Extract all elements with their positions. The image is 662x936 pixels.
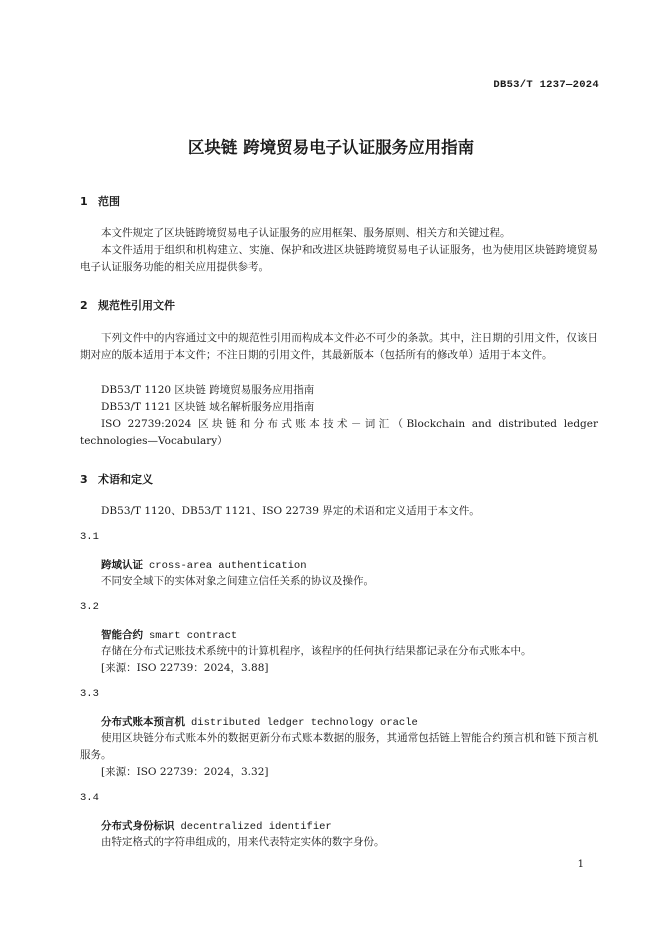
term-en: cross-area authentication — [149, 560, 307, 572]
reference-item: DB53/T 1121 区块链 域名解析服务应用指南 — [101, 401, 315, 413]
section-heading-3 — [80, 471, 153, 487]
term-entry — [101, 557, 307, 572]
paragraph: 下列文件中的内容通过文中的规范性引用而构成本文件必不可少的条款。其中，注日期的引用文件，仅该日期对应的版本适用于本文件；不注日期的引用文件，其最新版本（包括所有的修改单）适用于本文件。 — [80, 332, 598, 361]
term-zh: 分布式身份标识 — [101, 820, 175, 832]
page-number: 1 — [577, 859, 584, 870]
term-zh: 智能合约 — [101, 629, 143, 641]
section-number: 1 — [80, 195, 88, 208]
section-number: 3 — [80, 473, 88, 486]
reference-item: ISO 22739:2024 区块链和分布式账本技术－词汇（Blockchain and distributed ledger technologies—Vocabulary） — [80, 418, 598, 447]
section-title: 范围 — [98, 195, 120, 208]
section-title: 规范性引用文件 — [98, 299, 175, 312]
term-number: 3.1 — [80, 531, 99, 543]
term-number: 3.3 — [80, 688, 99, 700]
term-zh: 分布式账本预言机 — [101, 716, 185, 728]
term-number: 3.4 — [80, 792, 99, 804]
section-heading-2 — [80, 297, 175, 313]
term-entry — [101, 818, 332, 833]
term-en: distributed ledger technology oracle — [191, 717, 418, 729]
term-en: decentralized identifier — [180, 821, 332, 833]
term-definition: 使用区块链分布式账本外的数据更新分布式账本数据的服务，其通常包括链上智能合约预言机和链下预言机服务。 — [80, 732, 598, 761]
term-entry — [101, 627, 237, 642]
term-definition: 存储在分布式记账技术系统中的计算机程序，该程序的任何执行结果都记录在分布式账本中。 — [101, 645, 532, 657]
paragraph: DB53/T 1120、DB53/T 1121、ISO 22739 界定的术语和定义适用于本文件。 — [101, 505, 480, 517]
reference-item: DB53/T 1120 区块链 跨境贸易服务应用指南 — [101, 384, 315, 396]
paragraph: 本文件规定了区块链跨境贸易电子认证服务的应用框架、服务原则、相关方和关键过程。 — [101, 227, 511, 239]
term-source: [来源：ISO 22739：2024，3.32] — [101, 766, 269, 778]
term-definition: 由特定格式的字符串组成的，用来代表特定实体的数字身份。 — [101, 836, 385, 848]
term-zh: 跨域认证 — [101, 559, 143, 571]
section-title: 术语和定义 — [98, 473, 153, 486]
term-en: smart contract — [149, 630, 238, 642]
document-number: DB53/T 1237—2024 — [493, 79, 599, 91]
term-entry — [101, 714, 418, 729]
term-definition: 不同安全域下的实体对象之间建立信任关系的协议及操作。 — [101, 575, 374, 587]
paragraph: 本文件适用于组织和机构建立、实施、保护和改进区块链跨境贸易电子认证服务，也为使用区块链跨境贸易电子认证服务功能的相关应用提供参考。 — [80, 244, 598, 273]
section-number: 2 — [80, 299, 88, 312]
term-source: [来源：ISO 22739：2024，3.88] — [101, 662, 269, 674]
section-heading-1 — [80, 193, 120, 209]
term-number: 3.2 — [80, 601, 99, 613]
document-title: 区块链 跨境贸易电子认证服务应用指南 — [187, 138, 475, 157]
